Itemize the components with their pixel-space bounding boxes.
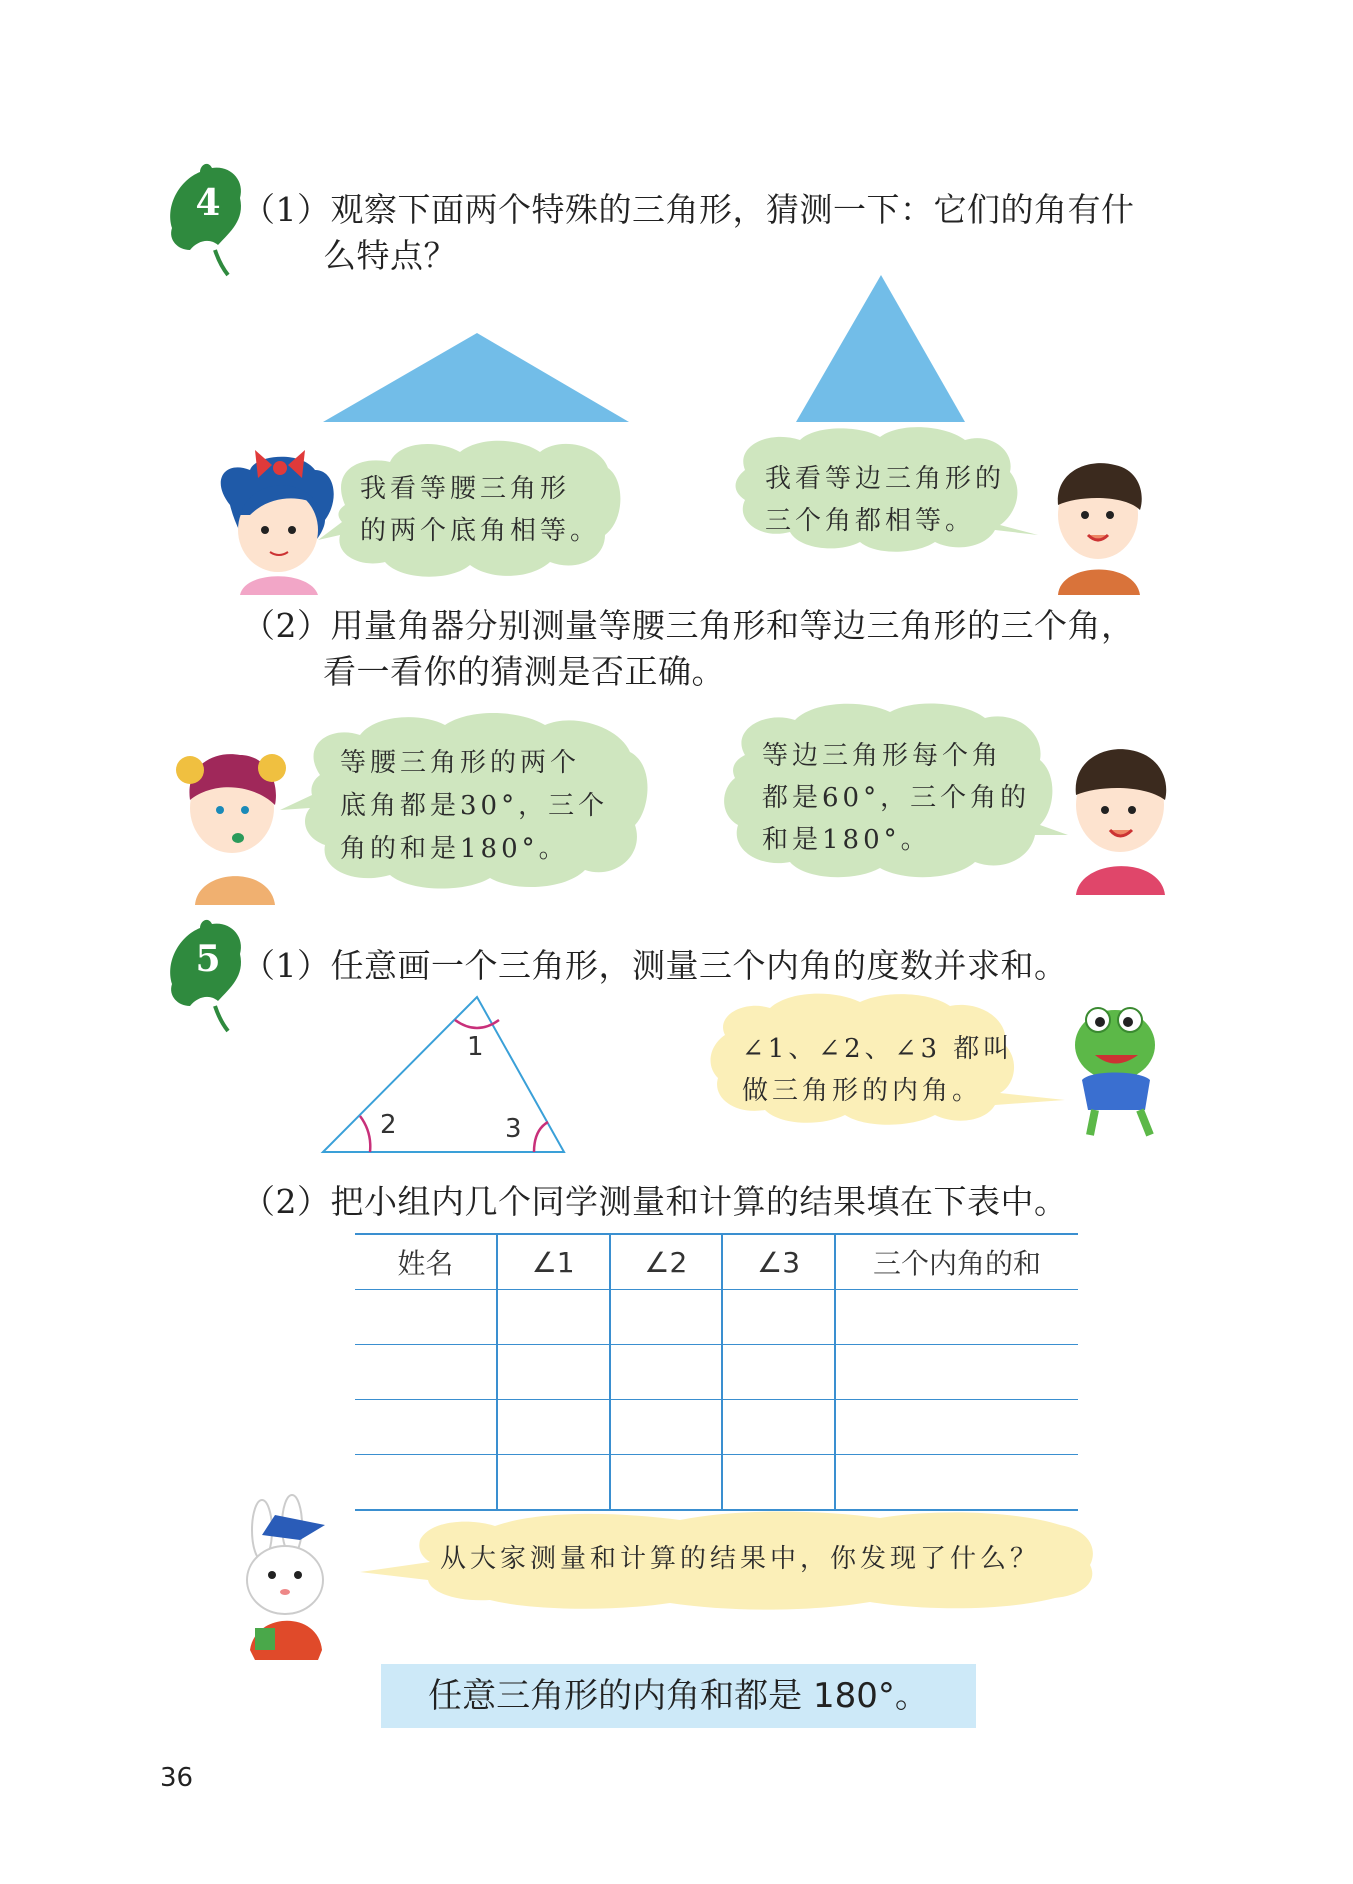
table-row [355,1455,1078,1511]
table-cell[interactable] [355,1455,497,1511]
bubble-girl2-line2: 底角都是30°，三个 [340,791,609,821]
header-angle-2: ∠2 [610,1234,723,1290]
header-name: 姓名 [355,1234,497,1290]
problem-4-question-2: （2）用量角器分别测量等腰三角形和等边三角形的三个角， [242,606,1135,645]
results-table [355,1233,1078,1511]
table-cell[interactable] [497,1345,610,1400]
isosceles-triangle [323,333,629,422]
bubble-rabbit-text: 从大家测量和计算的结果中，你发现了什么？ [440,1544,1041,1574]
bubble-boy2-line3: 和是180°。 [762,825,931,855]
problem-4-number: 4 [195,182,221,224]
girl-bow-icon [221,450,334,595]
angle-label-2: 2 [380,1110,397,1140]
table-cell[interactable] [610,1345,723,1400]
header-angle-1: ∠1 [497,1234,610,1290]
problem-5-question-2: （2）把小组内几个同学测量和计算的结果填在下表中。 [242,1182,1068,1221]
bubble-boy1-line2: 三个角都相等。 [765,506,976,536]
table-cell[interactable] [497,1400,610,1455]
bubble-girl2-line3: 角的和是180°。 [340,834,569,864]
table-cell[interactable] [835,1455,1078,1511]
angle-label-1: 1 [467,1032,484,1062]
table-cell[interactable] [835,1290,1078,1345]
table-cell[interactable] [355,1290,497,1345]
table-cell[interactable] [355,1400,497,1455]
equilateral-triangle [796,275,965,422]
table-cell[interactable] [722,1290,835,1345]
table-cell[interactable] [355,1345,497,1400]
conclusion-box: 任意三角形的内角和都是 180°。 [381,1664,976,1728]
bubble-boy2-line2: 都是60°，三个角的 [762,783,1031,813]
problem-5-number: 5 [195,938,221,980]
bubble-boy1-line1: 我看等边三角形的 [765,464,1006,494]
problem-4-question-1-continued: 么特点？ [323,236,457,275]
page-number: 36 [160,1763,194,1793]
bubble-frog-line1: ∠1、∠2、∠3 都叫 [742,1034,1014,1064]
bubble-girl2-line1: 等腰三角形的两个 [340,748,581,778]
boy-sweater-icon [1076,749,1167,895]
problem-5-question-1: （1）任意画一个三角形，测量三个内角的度数并求和。 [242,946,1068,985]
frog-icon [1075,1008,1155,1135]
arbitrary-triangle [323,997,564,1152]
table-row [355,1290,1078,1345]
table-header-row [355,1234,1078,1290]
rabbit-icon [247,1495,325,1660]
header-angle-3: ∠3 [722,1234,835,1290]
table-row [355,1345,1078,1400]
problem-4-question-1: （1）观察下面两个特殊的三角形，猜测一下：它们的角有什 [242,190,1135,229]
table-cell[interactable] [610,1455,723,1511]
boy-icon [1058,463,1142,595]
bubble-girl1-line2: 的两个底角相等。 [360,516,601,546]
header-angle-sum: 三个内角的和 [835,1234,1078,1290]
table-cell[interactable] [610,1290,723,1345]
table-cell[interactable] [722,1345,835,1400]
table-cell[interactable] [722,1455,835,1511]
table-cell[interactable] [497,1290,610,1345]
problem-4-question-2-continued: 看一看你的猜测是否正确。 [323,652,725,691]
bubble-girl1-line1: 我看等腰三角形 [360,474,571,504]
table-cell[interactable] [722,1400,835,1455]
table-cell[interactable] [497,1455,610,1511]
table-cell[interactable] [610,1400,723,1455]
bubble-frog-line2: 做三角形的内角。 [742,1076,983,1106]
bubble-boy2-line1: 等边三角形每个角 [762,741,1003,771]
table-row [355,1400,1078,1455]
table-cell[interactable] [835,1400,1078,1455]
angle-label-3: 3 [505,1114,522,1144]
table-cell[interactable] [835,1345,1078,1400]
girl-pigtails-icon [176,754,286,905]
